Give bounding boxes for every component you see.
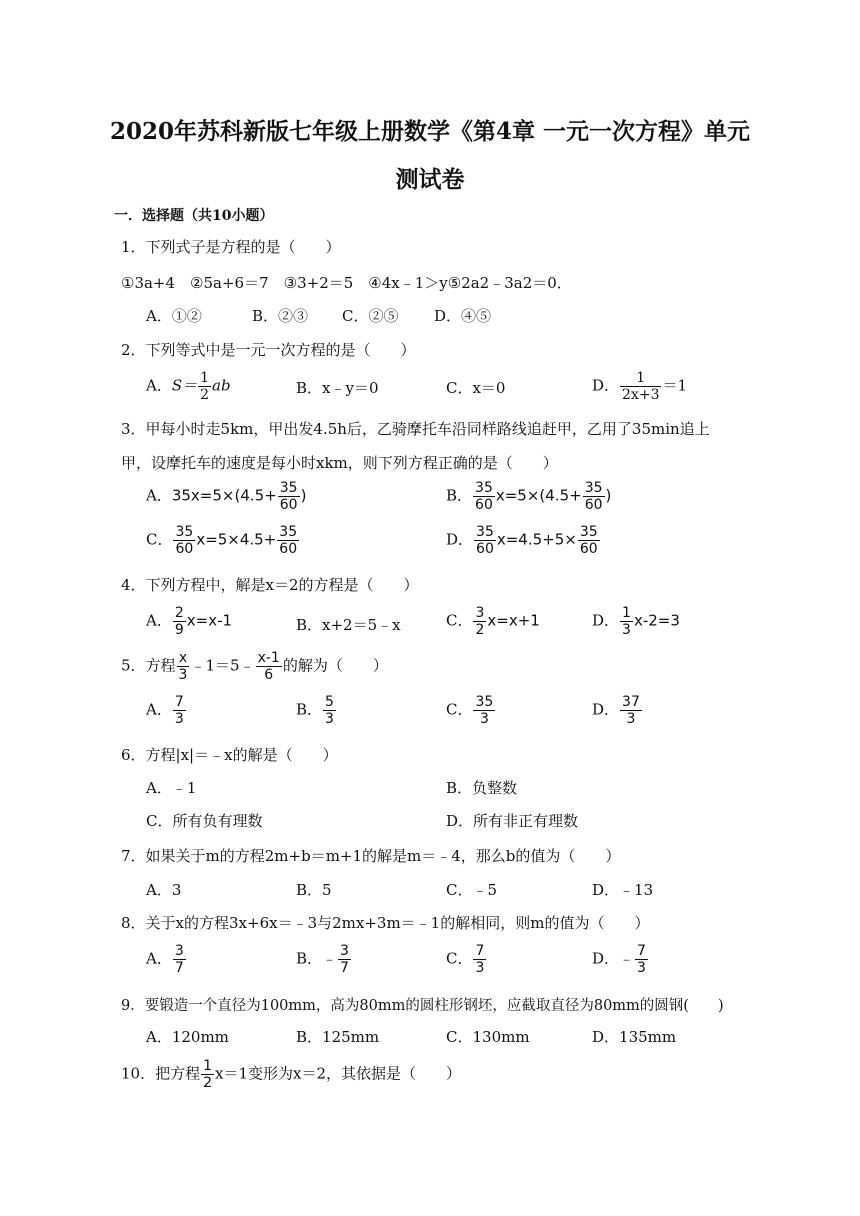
q3-option-c: C． $\frac{35}{60}$ x=5×4.5+ $\frac{35}{60}$ [146,524,298,557]
question-2-stem: 2．下列等式中是一元一次方程的是（ ） [121,341,416,359]
q2-option-d: D． $\frac{1}{2x+3}$ ＝1 [592,370,688,403]
question-3-stem: 3．甲每小时走5km，甲出发4.5h后，乙骑摩托车沿同样路线追赶甲，乙用了35min追上甲，设摩托车的速度是每小时xkm，则下列方程正确的是（ ） [121,420,710,472]
q6-option-c: C．所有负有理数 [146,812,263,830]
question-10-stem: 10．把方程 $\frac{1}{2}$ x＝1变形为x＝2，其依据是（ ） [121,1058,462,1091]
q2-option-a: A．S＝ $\frac{1}{2}$ ab [146,370,231,403]
q7-option-d: D．﹣13 [592,881,654,899]
page-title-line2: 测试卷 [395,166,465,193]
q6-option-d: D．所有非正有理数 [446,812,579,830]
question-7-stem: 7．如果关于m的方程2m+b＝m+1的解是m＝﹣4，那么b的值为（ ） [121,847,621,865]
q6-option-b: B．负整数 [446,779,518,797]
q3-option-d: D． $\frac{35}{60}$ x=4.5+5× $\frac{35}{60}$ [446,524,598,557]
q9-option-b: B．125mm [296,1028,380,1046]
question-1-stem: 1．下列式子是方程的是（ ） [121,238,341,256]
section-heading: 一．选择题（共10小题） [114,208,274,224]
q8-option-b: B．﹣ $\frac{3}{7}$ [296,943,349,976]
q8-option-c: C． $\frac{7}{3}$ [446,943,485,976]
question-8-stem: 8．关于x的方程3x+6x＝﹣3与2mx+3m＝﹣1的解相同，则m的值为（ ） [121,914,650,932]
q4-option-a: A． $\frac{2}{9}$ x=x-1 [146,605,233,638]
q9-option-c: C．130mm [446,1028,530,1046]
q7-option-b: B．5 [296,881,332,899]
q9-option-d: D．135mm [592,1028,677,1046]
q2-option-b: B．x﹣y＝0 [296,379,379,397]
q6-option-a: A．﹣1 [146,779,197,797]
question-5-stem: 5．方程 $\frac{x}{3}$ ﹣1＝5﹣ $\frac{x-1}{6}$ 的解为（ ） [121,650,388,683]
question-1-items: ①3a+4 ②5a+6＝7 ③3+2＝5 ④4x﹣1＞y⑤2a2﹣3a2＝0． [121,274,572,292]
q1-option-a: A．①② [146,307,202,325]
q5-option-d: D． $\frac{37}{3}$ [592,694,640,727]
q3-option-b: B． $\frac{35}{60}$ x=5×(4.5+ $\frac{35}{60}$ ) [446,480,612,513]
q9-option-a: A．120mm [146,1028,229,1046]
q2-option-c: C．x＝0 [446,379,506,397]
question-6-stem: 6．方程|x|＝﹣x的解是（ ） [121,746,338,764]
q7-option-c: C．﹣5 [446,881,498,899]
q1-option-c: C．②⑤ [342,307,399,325]
question-4-stem: 4．下列方程中，解是x＝2的方程是（ ） [121,576,419,594]
q5-option-b: B． $\frac{5}{3}$ [296,694,334,727]
q8-option-d: D．﹣ $\frac{7}{3}$ [592,943,646,976]
q7-option-a: A．3 [146,881,182,899]
q5-option-a: A． $\frac{7}{3}$ [146,694,184,727]
q3-option-a: A．35x=5×(4.5+ $\frac{35}{60}$ ) [146,480,307,513]
page-title-line1: 2020年苏科新版七年级上册数学《第4章 一元一次方程》单元 [109,118,751,145]
q4-option-c: C． $\frac{3}{2}$ x=x+1 [446,605,540,638]
q8-option-a: A． $\frac{3}{7}$ [146,943,184,976]
q4-option-b: B．x+2＝5﹣x [296,616,401,634]
q5-option-c: C． $\frac{35}{3}$ [446,694,494,727]
q1-option-b: B．②③ [252,307,309,325]
q4-option-d: D． $\frac{1}{3}$ x-2=3 [592,605,680,638]
q1-option-d: D．④⑤ [434,307,492,325]
question-9-stem: 9．要锻造一个直径为100mm，高为80mm的圆柱形钢坯，应截取直径为80mm的圆钢( ) [121,998,724,1014]
